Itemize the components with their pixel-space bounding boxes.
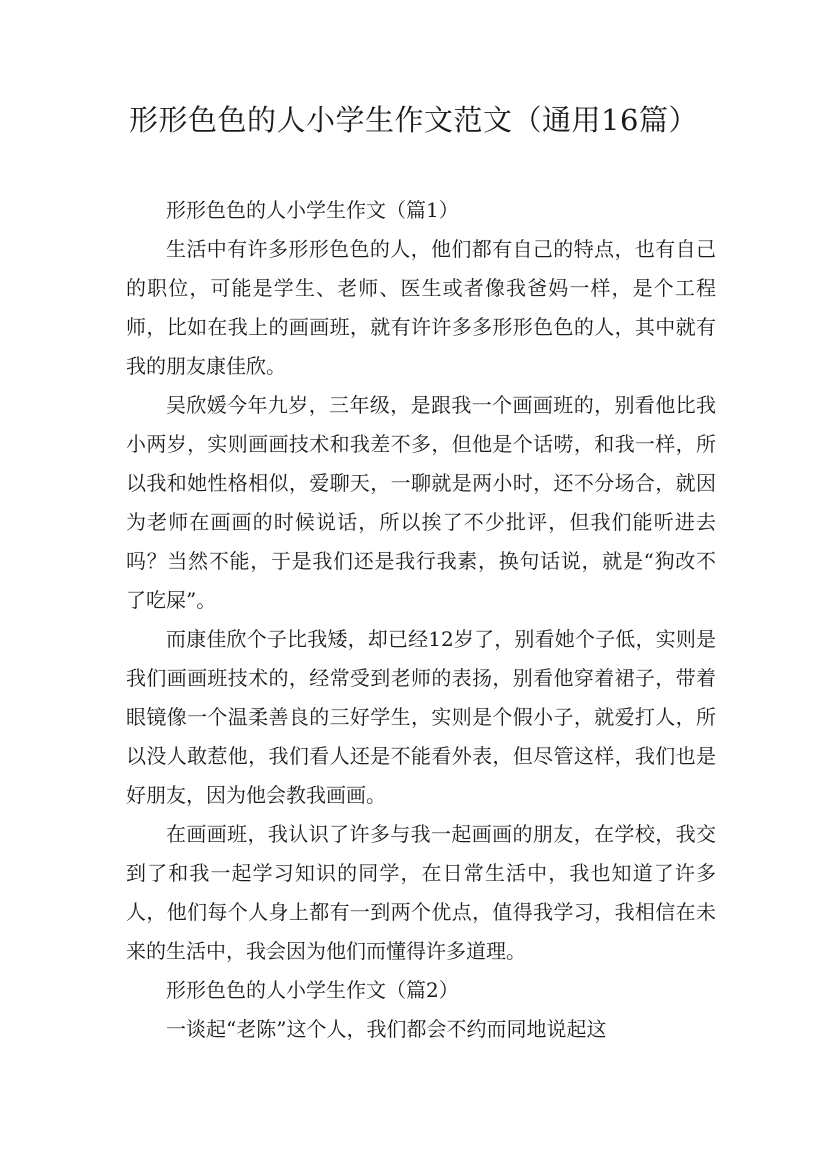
section-heading-2: 形形色色的人小学生作文（篇2） — [166, 978, 459, 1002]
paragraph: 而康佳欣个子比我矮，却已经12岁了，别看她个子低，实则是我们画画班技术的，经常受到老师的表扬，别看他穿着裙子，带着眼镜像一个温柔善良的三好学生，实则是个假小子，就爱打人，所以没人敢惹他，我们看人还是不能看外表，但尽管这样，我们也是好朋友，因为他会教我画画。 — [126, 627, 716, 807]
paragraph: 一谈起“老陈”这个人，我们都会不约而同地说起这 — [166, 1017, 607, 1041]
paragraph: 吴欣媛今年九岁，三年级，是跟我一个画画班的，别看他比我小两岁，实则画画技术和我差不多，但他是个话唠，和我一样，所以我和她性格相似，爱聊天，一聊就是两小时，还不分场合，就因为老师在画画的时候说话，所以挨了不少批评，但我们能听进去吗？当然不能，于是我们还是我行我素，换句话说，就是“狗改不了吃屎”。 — [126, 393, 716, 612]
paragraph: 在画画班，我认识了许多与我一起画画的朋友，在学校，我交到了和我一起学习知识的同学，在日常生活中，我也知道了许多人，他们每个人身上都有一到两个优点，值得我学习，我相信在未来的生活中，我会因为他们而懂得许多道理。 — [126, 822, 716, 963]
paragraph: 生活中有许多形形色色的人，他们都有自己的特点，也有自己的职位，可能是学生、老师、医生或者像我爸妈一样，是个工程师，比如在我上的画画班，就有许许多多形形色色的人，其中就有我的朋友康佳欣。 — [126, 237, 716, 378]
document-body — [126, 191, 716, 1049]
section-heading-1: 形形色色的人小学生作文（篇1） — [166, 198, 459, 222]
document-title: 形形色色的人小学生作文范文（通用16篇） — [129, 103, 698, 137]
